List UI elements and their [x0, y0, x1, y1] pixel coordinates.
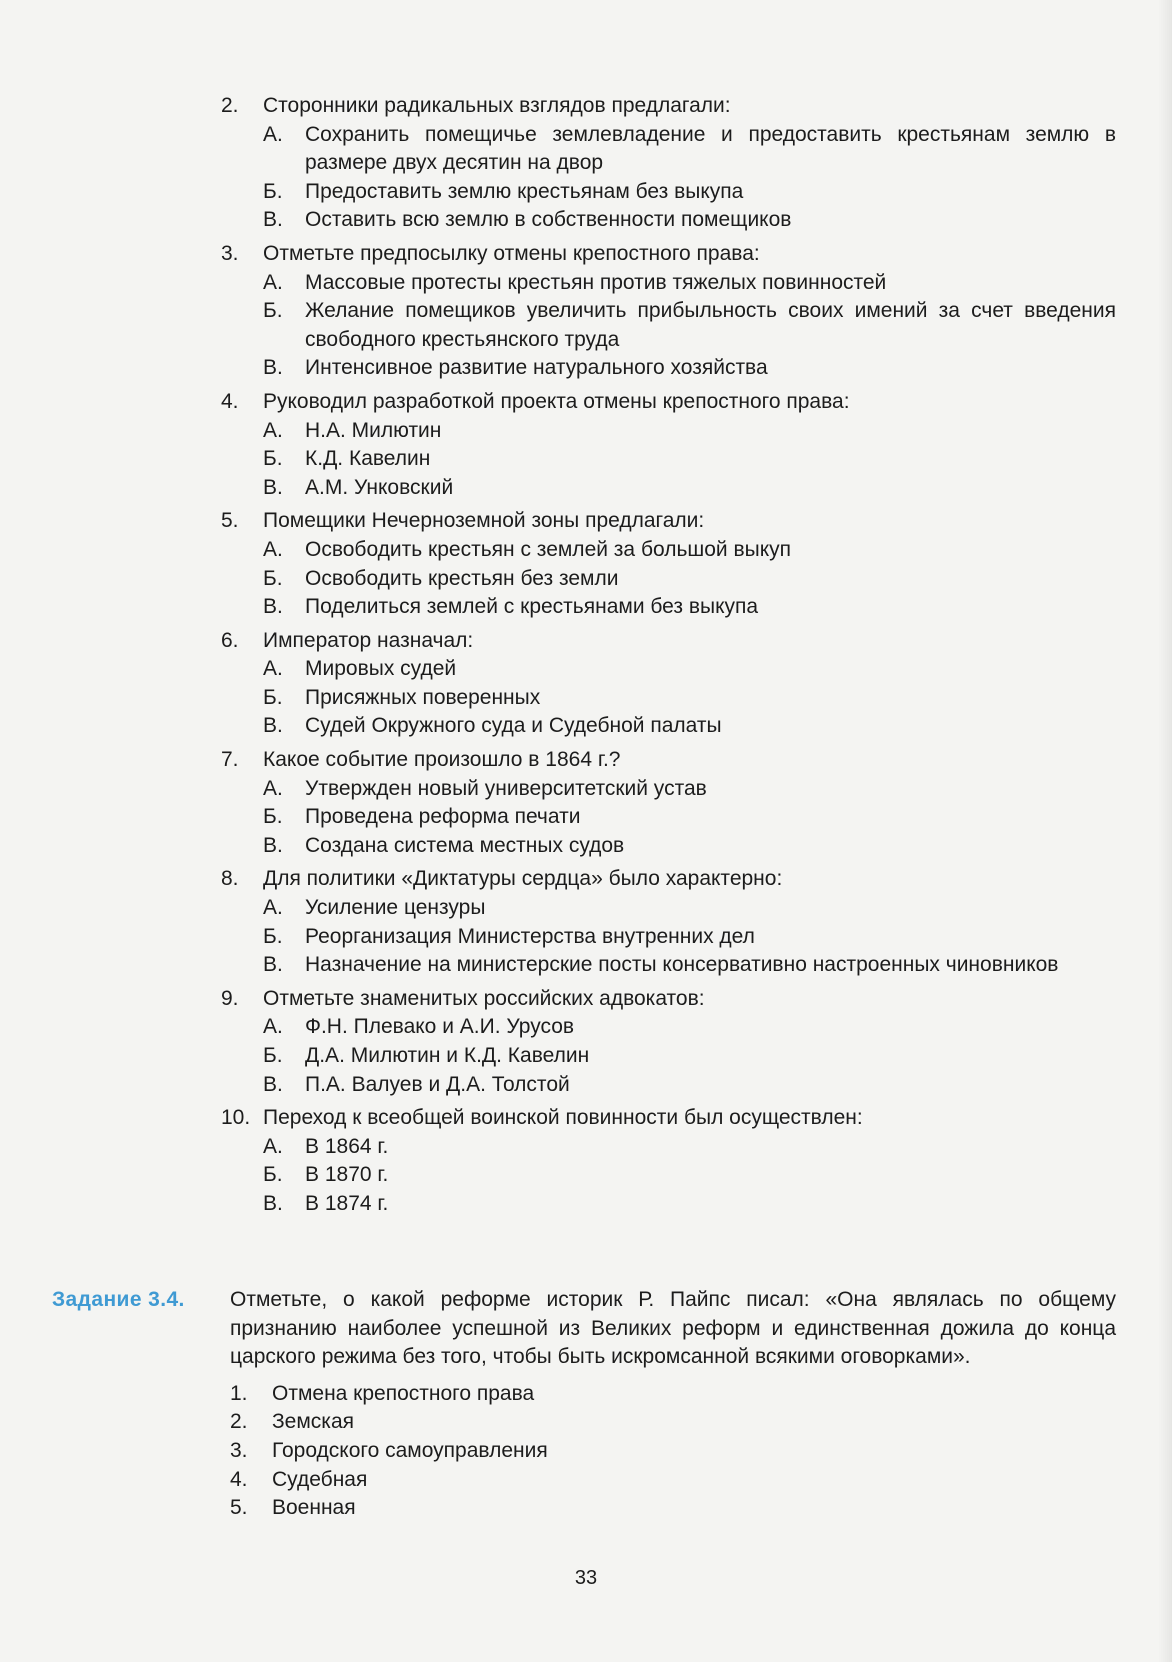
option-text: Д.А. Милютин и К.Д. Кавелин: [305, 1044, 590, 1067]
task-option-text: Отмена крепостного права: [272, 1381, 535, 1405]
question-number: 2.: [221, 94, 239, 117]
question-6: [221, 746, 1116, 860]
task-option-number: 2.: [230, 1410, 248, 1434]
answer-option: [221, 417, 1116, 446]
task-option: [230, 1494, 1116, 1523]
option-text: Н.А. Милютин: [305, 418, 442, 442]
question-text: Для политики «Диктатуры сердца» было характерно:: [263, 867, 783, 891]
option-letter: А.: [263, 776, 283, 800]
option-letter: В.: [263, 714, 283, 738]
answer-option: [221, 712, 1116, 741]
answer-option: [221, 1190, 1116, 1219]
answer-option: [221, 951, 1116, 980]
question-options: [221, 536, 1116, 622]
question-options: [221, 269, 1116, 383]
option-text: Усиление цензуры: [305, 896, 486, 920]
answer-option: [221, 565, 1116, 594]
task-option: [230, 1466, 1116, 1495]
task-option-number: 4.: [230, 1467, 248, 1491]
option-text: Назначение на министерские посты консервативно настроенных чиновников: [305, 953, 1059, 977]
answer-option: [221, 206, 1116, 235]
option-text: Оставить всю землю в собственности помещиков: [305, 208, 792, 232]
answer-option: [221, 536, 1116, 565]
option-text: Реорганизация Министерства внутренних дел: [305, 924, 755, 948]
answer-option: [221, 894, 1116, 923]
option-text: Судей Окружного суда и Судебной палаты: [305, 714, 722, 738]
option-text: П.А. Валуев и Д.А. Толстой: [305, 1072, 570, 1096]
option-text: Проведена реформа печати: [305, 805, 581, 829]
question-text: Император назначал:: [263, 628, 474, 652]
option-text: Массовые протесты крестьян против тяжелых повинностей: [305, 270, 887, 294]
option-letter: А.: [263, 1015, 283, 1039]
page-number: 33: [574, 1567, 598, 1589]
option-letter: В.: [263, 1072, 283, 1096]
question-number: 8.: [221, 867, 239, 891]
option-letter: Б.: [263, 1044, 283, 1067]
option-letter: Б.: [263, 447, 283, 471]
answer-option: [221, 178, 1116, 207]
question-1: [221, 92, 1116, 235]
question-text: Отметьте знаменитых российских адвокатов:: [263, 986, 705, 1010]
question-list: [221, 92, 1116, 1224]
task-option: [230, 1380, 1116, 1409]
option-letter: Б.: [263, 685, 283, 709]
question-options: [221, 1133, 1116, 1219]
answer-option: [221, 297, 1116, 354]
option-text: Предоставить землю крестьянам без выкупа: [305, 179, 744, 203]
option-letter: А.: [263, 418, 283, 442]
question-9: [221, 1104, 1116, 1218]
option-letter: Б.: [263, 1163, 283, 1187]
answer-option: [221, 1161, 1116, 1190]
option-text: В 1864 г.: [305, 1134, 389, 1158]
answer-option: [221, 354, 1116, 383]
task-text: Отметьте, о какой реформе историк Р. Пайпс писал: «Она являлась по общему признанию наиболее успешной из Великих реформ и единственная дожила до конца царского режима без того, чтобы быть искромсанной всякими оговорками».: [230, 1288, 1116, 1369]
option-letter: Б.: [263, 299, 283, 323]
question-text: Руководил разработкой проекта отмены крепостного права:: [263, 389, 850, 413]
answer-option: [221, 655, 1116, 684]
task-3-4: [52, 1286, 1116, 1523]
option-letter: А.: [263, 657, 283, 681]
option-text: К.Д. Кавелин: [305, 447, 431, 471]
option-text: Утвержден новый университетский устав: [305, 776, 707, 800]
question-text: Помещики Нечерноземной зоны предлагали:: [263, 509, 705, 533]
option-text: Присяжных поверенных: [305, 685, 541, 709]
option-text: Создана система местных судов: [305, 833, 625, 857]
question-7: [221, 865, 1116, 979]
task-label: Задание 3.4.: [52, 1288, 185, 1311]
question-number: 4.: [221, 389, 239, 413]
task-option-text: Судебная: [272, 1467, 368, 1491]
question-4: [221, 507, 1116, 621]
option-letter: Б.: [263, 805, 283, 829]
option-letter: В.: [263, 208, 283, 232]
option-letter: А.: [263, 896, 283, 920]
option-letter: А.: [263, 270, 283, 294]
question-text: Сторонники радикальных взглядов предлагали:: [263, 94, 731, 117]
question-5: [221, 627, 1116, 741]
question-options: [221, 1013, 1116, 1099]
task-option: [230, 1408, 1116, 1437]
question-8: [221, 985, 1116, 1099]
question-number: 7.: [221, 748, 239, 772]
option-text: Освободить крестьян без земли: [305, 566, 619, 590]
answer-option: [221, 445, 1116, 474]
question-text: Переход к всеобщей воинской повинности был осуществлен:: [263, 1106, 863, 1130]
answer-option: [221, 474, 1116, 503]
answer-option: [221, 832, 1116, 861]
question-options: [221, 775, 1116, 861]
task-option: [230, 1437, 1116, 1466]
option-text: Интенсивное развитие натурального хозяйства: [305, 356, 768, 380]
option-letter: В.: [263, 1191, 283, 1215]
option-letter: В.: [263, 356, 283, 380]
option-letter: Б.: [263, 179, 283, 203]
option-letter: В.: [263, 833, 283, 857]
task-option-number: 1.: [230, 1381, 248, 1405]
answer-option: [221, 1013, 1116, 1042]
option-text: Мировых судей: [305, 657, 457, 681]
answer-option: [221, 593, 1116, 622]
question-text: Отметьте предпосылку отмены крепостного права:: [263, 241, 760, 265]
option-text: Освободить крестьян с землей за большой выкуп: [305, 537, 792, 561]
question-number: 3.: [221, 241, 239, 265]
task-option-text: Военная: [272, 1496, 356, 1520]
option-letter: Б.: [263, 566, 283, 590]
answer-option: [221, 269, 1116, 298]
task-option-number: 5.: [230, 1496, 248, 1520]
page-edge-shadow: [1158, 0, 1172, 1662]
answer-option: [221, 775, 1116, 804]
task-options: [52, 1380, 1116, 1523]
answer-option: [221, 1071, 1116, 1100]
option-letter: В.: [263, 953, 283, 977]
answer-option: [221, 1042, 1116, 1071]
option-letter: В.: [263, 475, 283, 499]
answer-option: [221, 684, 1116, 713]
question-options: [221, 894, 1116, 980]
question-2: [221, 240, 1116, 383]
option-text: Сохранить помещичье землевладение и предоставить крестьянам землю в размере двух десятин на двор: [305, 122, 1116, 175]
option-text: В 1874 г.: [305, 1191, 389, 1215]
answer-option: [221, 1133, 1116, 1162]
question-options: [221, 417, 1116, 503]
option-text: Ф.Н. Плевако и А.И. Урусов: [305, 1015, 575, 1039]
question-number: 5.: [221, 509, 239, 533]
question-options: [221, 121, 1116, 235]
task-option-number: 3.: [230, 1438, 248, 1462]
question-3: [221, 388, 1116, 502]
option-text: А.М. Унковский: [305, 475, 454, 499]
option-text: Поделиться землей с крестьянами без выкупа: [305, 595, 759, 619]
answer-option: [221, 803, 1116, 832]
option-letter: А.: [263, 537, 283, 561]
option-letter: А.: [263, 1134, 283, 1158]
task-option-text: Городского самоуправления: [272, 1438, 548, 1462]
task-option-text: Земская: [272, 1410, 355, 1434]
option-letter: Б.: [263, 924, 283, 948]
question-number: 9.: [221, 986, 239, 1010]
option-letter: А.: [263, 122, 283, 146]
question-number: 6.: [221, 628, 239, 652]
question-text: Какое событие произошло в 1864 г.?: [263, 748, 621, 772]
option-letter: В.: [263, 595, 283, 619]
answer-option: [221, 121, 1116, 178]
question-number: 10.: [221, 1106, 251, 1130]
question-options: [221, 655, 1116, 741]
option-text: Желание помещиков увеличить прибыльность своих имений за счет введения свободного крестьянского труда: [305, 299, 1116, 351]
option-text: В 1870 г.: [305, 1163, 389, 1187]
answer-option: [221, 923, 1116, 952]
